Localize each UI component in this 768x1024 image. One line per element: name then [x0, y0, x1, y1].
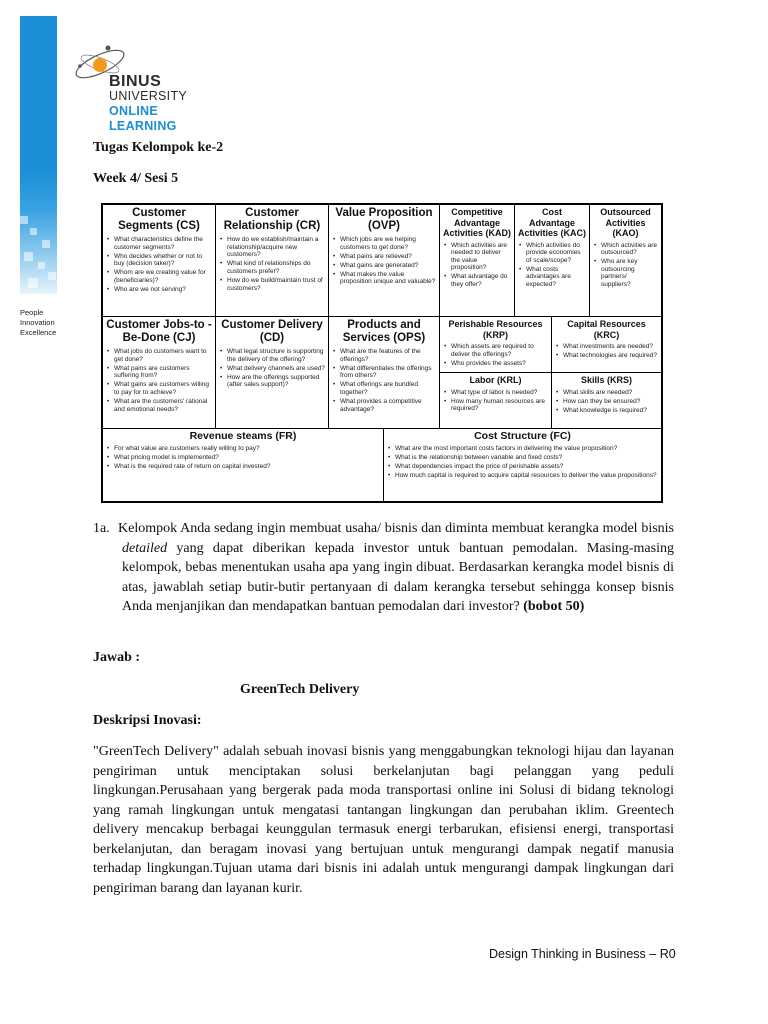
canvas-question-item: • What advantage do they offer?	[451, 273, 511, 288]
canvas-cell-fr	[103, 429, 384, 501]
cd-list	[219, 348, 325, 389]
canvas-question-item: • What type of labor is needed?	[451, 389, 548, 397]
krl-title: Labor (KRL)	[469, 375, 522, 385]
canvas-question-item: • What characteristics define the customer segments?	[114, 236, 212, 251]
canvas-cell-krp	[440, 317, 552, 373]
canvas-question-item: • What are the features of the offerings?	[340, 348, 436, 363]
canvas-question-item: • What investments are needed?	[563, 343, 658, 351]
footer-text: Design Thinking in Business – R0	[489, 947, 676, 961]
canvas-question-item: • How much capital is required to acquire capital resources to deliver the value propositions?	[395, 472, 658, 480]
canvas-question-item: • Who are key outsourcing partners/ suppliers?	[601, 258, 658, 288]
cd-title: Customer Delivery (CD)	[221, 319, 323, 344]
canvas-cell-krs	[552, 373, 661, 429]
cs-list	[106, 236, 212, 294]
canvas-cell-cs	[103, 205, 216, 317]
canvas-question-item: • What offerings are bundled together?	[340, 381, 436, 396]
question-number: 1a.	[93, 521, 110, 536]
canvas-question-item: • What technologies are required?	[563, 352, 658, 360]
question-block	[93, 519, 674, 617]
kad-title: Competitive Advantage Activities (KAD)	[443, 207, 512, 238]
question-text-a: Kelompok Anda sedang ingin membuat usaha/ bisnis dan diminta membuat kerangka model bisnis	[118, 521, 674, 536]
question-text-italic: detailed	[122, 540, 168, 556]
canvas-question-item: • What gains are customers willing to pay for to achieve?	[114, 381, 212, 396]
kao-title: Outsourced Activities (KAO)	[600, 207, 651, 238]
question-weight: (bobot 50)	[523, 599, 585, 614]
canvas-cell-ops	[329, 317, 440, 429]
canvas-question-item: • How many human resources are required?	[451, 398, 548, 413]
kac-title: Cost Advantage Activities (KAC)	[518, 207, 587, 238]
canvas-question-item: • How do we establish/maintain a relationship/acquire new customers?	[227, 236, 325, 259]
canvas-cell-cd	[216, 317, 329, 429]
kad-list	[443, 242, 511, 289]
canvas-question-item: • How do we build/maintain trust of customers?	[227, 277, 325, 292]
canvas-question-item: • What differentiates the offerings from others?	[340, 365, 436, 380]
canvas-question-item: • Whom are we creating value for (beneficiaries)?	[114, 269, 212, 284]
canvas-question-item: • Which activities are outsourced?	[601, 242, 658, 257]
cs-title: Customer Segments (CS)	[118, 207, 200, 232]
kao-list	[593, 242, 658, 289]
cj-title: Customer Jobs-to - Be-Done (CJ)	[106, 319, 212, 344]
canvas-question-item: • Who provides the assets?	[451, 360, 548, 368]
tagline-innovation: Innovation	[20, 318, 55, 327]
fc-title: Cost Structure (FC)	[474, 430, 571, 442]
krl-list	[443, 389, 548, 413]
brand-strip	[20, 16, 57, 294]
canvas-question-item: • What delivery channels are used?	[227, 365, 325, 373]
canvas-question-item: • What provides a competitive advantage?	[340, 398, 436, 413]
krs-list	[555, 389, 658, 415]
canvas-question-item: • Which jobs are we helping customers to get done?	[340, 236, 436, 251]
canvas-question-item: • What is the required rate of return on capital invested?	[114, 463, 380, 471]
canvas-question-item: • What gains are generated?	[340, 262, 436, 270]
canvas-question-item: • Who are we not serving?	[114, 286, 212, 294]
kac-list	[518, 242, 586, 289]
description-text: "GreenTech Delivery" adalah sebuah inovasi bisnis yang menggabungkan teknologi hijau dan layanan pengiriman untuk menciptakan solusi berkelanjutan bagi pelanggan yang peduli lingkungan.Perusahaan yang bergerak pada moda transportasi online ini Solusi di bidang teknologi yang ramah lingkungan untuk mengatasi tantangan lingkungan dan perubahan iklim. Greentech delivery mencakup berbagai keunggulan termasuk energi terbarukan, efisiensi energi, transportasi berkelanjutan, dan beragam inovasi yang bertujuan untuk mengurangi dampak negatif manusia terhadap lingkungan.Tujuan utama dari bisnis ini adalah untuk mengurangi dampak lingkungan dari pengiriman barang dan layanan kurir.	[93, 744, 674, 896]
canvas-question-item: • Which activities do provide economies of scale/scope?	[526, 242, 586, 265]
tagline-excellence: Excellence	[20, 328, 57, 337]
canvas-cell-krl	[440, 373, 552, 429]
canvas-question-item: • Who decides whether or not to buy (decision taker)?	[114, 253, 212, 268]
canvas-question-item: • Which assets are required to deliver the offerings?	[451, 343, 548, 358]
krs-title: Skills (KRS)	[580, 375, 632, 385]
logo-binus: BINUS	[109, 73, 162, 90]
canvas-question-item: • What jobs do customers want to get done?	[114, 348, 212, 363]
canvas-question-item: • What pains are customers suffering from?	[114, 365, 212, 380]
tagline	[20, 308, 56, 338]
canvas-question-item: • How can they be ensured?	[563, 398, 658, 406]
canvas-cell-kac	[515, 205, 590, 317]
week-title: Week 4/ Sesi 5	[93, 171, 179, 186]
cj-list	[106, 348, 212, 413]
krp-title: Perishable Resources (KRP)	[448, 319, 543, 340]
canvas-question-item: • What pains are relieved?	[340, 253, 436, 261]
canvas-question-item: • What knowledge is required?	[563, 407, 658, 415]
canvas-question-item: • What are the most important costs factors in delivering the value proposition?	[395, 445, 658, 453]
canvas-cell-krc	[552, 317, 661, 373]
canvas-question-item: • What is the relationship between variable and fixed costs?	[395, 454, 658, 462]
logo-learning: LEARNING	[109, 119, 177, 133]
cr-title: Customer Relationship (CR)	[223, 207, 321, 232]
krc-list	[555, 343, 658, 360]
canvas-cell-kao	[590, 205, 661, 317]
canvas-question-item: • What legal structure is supporting the delivery of the offering?	[227, 348, 325, 363]
ovp-list	[332, 236, 436, 286]
canvas-question-item: • What costs advantages are expected?	[526, 266, 586, 289]
fr-title: Revenue steams (FR)	[189, 430, 297, 442]
fc-list	[387, 445, 658, 480]
canvas-cell-kad	[440, 205, 515, 317]
canvas-cell-ovp	[329, 205, 440, 317]
cr-list	[219, 236, 325, 292]
krc-title: Capital Resources (KRC)	[567, 319, 646, 340]
canvas-question-item: • What pricing model is implemented?	[114, 454, 380, 462]
description-heading: Deskripsi Inovasi:	[93, 713, 202, 728]
ops-list	[332, 348, 436, 413]
answer-label: Jawab :	[93, 650, 141, 665]
canvas-cell-cr	[216, 205, 329, 317]
ovp-title: Value Proposition (OVP)	[335, 207, 433, 232]
krp-list	[443, 343, 548, 367]
question-text-b: yang dapat diberikan kepada investor untuk bantuan pemodalan. Masing-masing kelompok, bebas menentukan usaha apa yang ingin dibuat. Berdasarkan kerangka model bisnis di atas, jawablah setiap butir-butir pertanyaan di dalam kerangka tersebut sehingga konsep bisnis Anda menjanjikan dan mendapatkan bantuan pemodalan dari investor?	[122, 540, 674, 614]
canvas-question-item: • How are the offerings supported (after sales support)?	[227, 374, 325, 389]
fr-list	[106, 445, 380, 471]
canvas-question-item: • For what value are customers really willing to pay?	[114, 445, 380, 453]
canvas-question-item: • What makes the value proposition unique and valuable?	[340, 271, 436, 286]
canvas-question-item: • What kind of relationships do customers prefer?	[227, 260, 325, 275]
answer-title: GreenTech Delivery	[240, 682, 360, 697]
canvas-cell-fc	[384, 429, 661, 501]
tagline-people: People	[20, 308, 44, 317]
logo-wordmark	[109, 74, 187, 134]
canvas-question-item: • What dependencies impact the price of perishable assets?	[395, 463, 658, 471]
ops-title: Products and Services (OPS)	[342, 319, 426, 344]
canvas-question-item: • What are the customers' rational and emotional needs?	[114, 398, 212, 413]
business-model-canvas	[101, 203, 663, 503]
canvas-question-item: • What skills are needed?	[563, 389, 658, 397]
canvas-question-item: • Which activities are needed to deliver the value proposition?	[451, 242, 511, 272]
logo-online: ONLINE	[109, 104, 159, 118]
task-title: Tugas Kelompok ke-2	[93, 140, 224, 155]
logo-university: UNIVERSITY	[109, 89, 188, 103]
canvas-cell-cj	[103, 317, 216, 429]
